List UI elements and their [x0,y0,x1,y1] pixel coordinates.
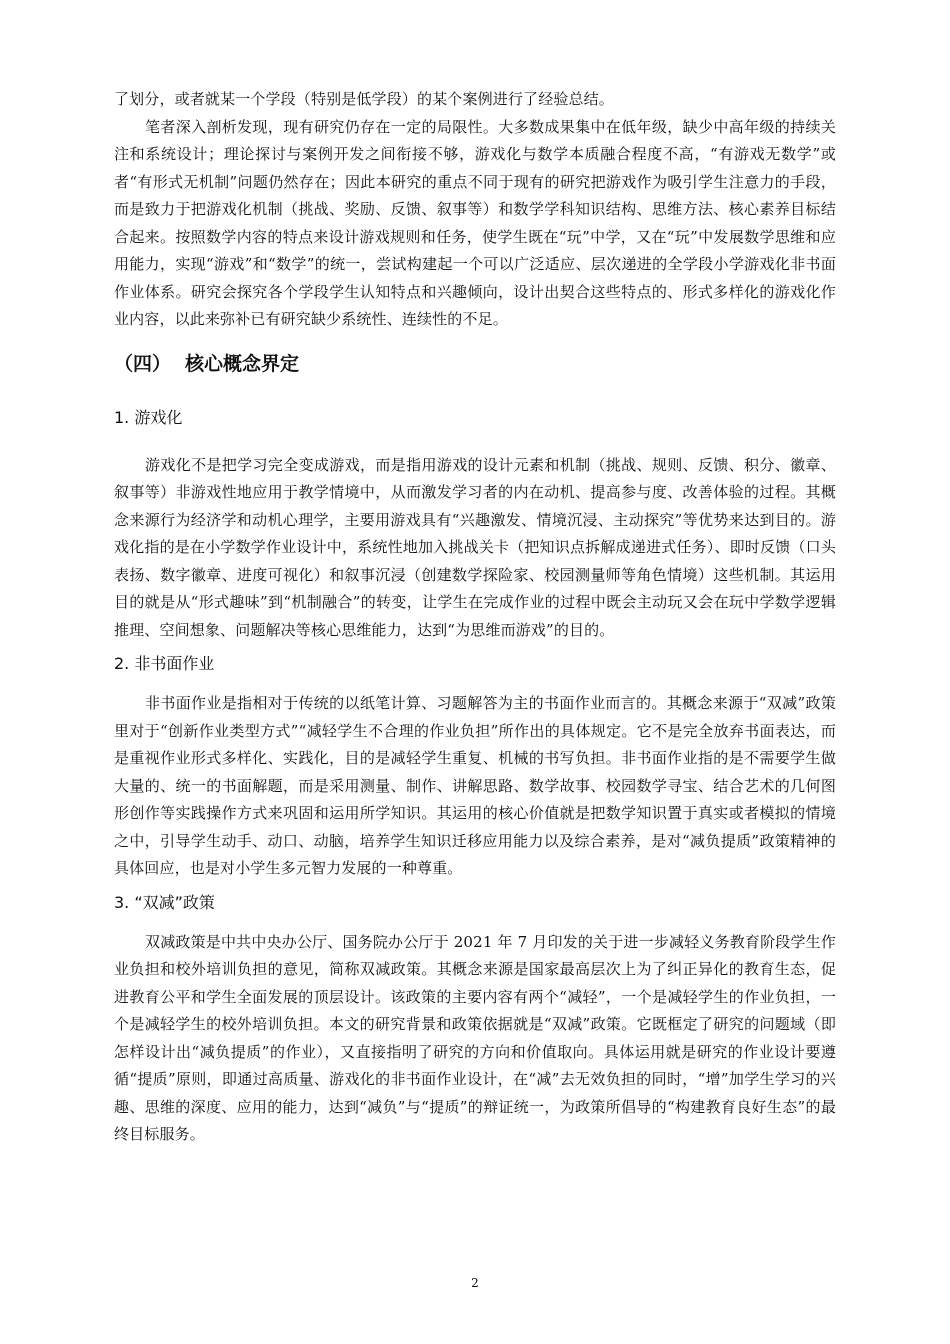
section-heading [114,348,836,380]
section-title: 核心概念界定 [185,352,300,375]
section-number: （四） [114,352,172,375]
page-number: 2 [471,1276,479,1290]
subsection-heading-gamification: 1. 游戏化 [114,407,183,427]
paragraph-double-reduction: 双减政策是中共中央办公厅、国务院办公厅于 2021 年 7 月印发的关于进一步减轻义务教育阶段学生作业负担和校外培训负担的意见，简称双减政策。其概念来源是国家最高层次上为了纠正异化的教育生态，促进教育公平和学生全面发展的顶层设计。该政策的主要内容有两个“减轻”，一个是减轻学生的作业负担，一个是减轻学生的校外培训负担。本文的研究背景和政策依据就是“双减”政策。它既框定了研究的问题域（即怎样设计出“减负提质”的作业），又直接指明了研究的方向和价值取向。具体运用就是研究的作业设计要遵循“提质”原则，即通过高质量、游戏化的非书面作业设计，在“减”去无效负担的同时，“增”加学生学习的兴趣、思维的深度、应用的能力，达到“减负”与“提质”的辩证统一，为政策所倡导的“构建教育良好生态”的最终目标服务。 [114,932,836,1143]
paragraph-non-written-homework: 非书面作业是指相对于传统的以纸笔计算、习题解答为主的书面作业而言的。其概念来源于“双减”政策里对于“创新作业类型方式”“减轻学生不合理的作业负担”所作出的具体规定。它不是完全放弃书面表达，而是重视作业形式多样化、实践化，目的是减轻学生重复、机械的书写负担。非书面作业指的是不需要学生做大量的、统一的书面解题，而是采用测量、制作、讲解思路、数学故事、校园数学寻宝、结合艺术的几何图形创作等实践操作方式来巩固和运用所学知识。其运用的核心价值就是把数学知识置于真实或者模拟的情境之中，引导学生动手、动口、动脑，培养学生知识迁移应用能力以及综合素养，是对“减负提质”政策精神的具体回应，也是对小学生多元智力发展的一种尊重。 [114,694,836,877]
subsection-heading-double-reduction: 3. “双减”政策 [114,892,215,912]
paragraph-gamification: 游戏化不是把学习完全变成游戏，而是指用游戏的设计元素和机制（挑战、规则、反馈、积分、徽章、叙事等）非游戏性地应用于教学情境中，从而激发学习者的内在动机、提高参与度、改善体验的过程。其概念来源行为经济学和动机心理学，主要用游戏具有“兴趣激发、情境沉浸、主动探究”等优势来达到目的。游戏化指的是在小学数学作业设计中，系统性地加入挑战关卡（把知识点拆解成递进式任务）、即时反馈（口头表扬、数字徽章、进度可视化）和叙事沉浸（创建数学探险家、校园测量师等角色情境）这些机制。其运用目的就是从“形式趣味”到“机制融合”的转变，让学生在完成作业的过程中既会主动玩又会在玩中学数学逻辑推理、空间想象、问题解决等核心思维能力，达到“为思维而游戏”的目的。 [114,455,836,639]
subsection-heading-non-written-homework: 2. 非书面作业 [114,654,215,673]
paragraph-continuation: 了划分，或者就某一个学段（特别是低学段）的某个案例进行了经验总结。 [114,90,614,108]
document-page [114,86,836,1149]
paragraph-research-limitations: 笔者深入剖析发现，现有研究仍存在一定的局限性。大多数成果集中在低年级，缺少中高年级的持续关注和系统设计；理论探讨与案例开发之间衔接不够，游戏化与数学本质融合程度不高，“有游戏无数学”或者“有形式无机制”问题仍然存在；因此本研究的重点不同于现有的研究把游戏作为吸引学生注意力的手段，而是致力于把游戏化机制（挑战、奖励、反馈、叙事等）和数学学科知识结构、思维方法、核心素养目标结合起来。按照数学内容的特点来设计游戏规则和任务，使学生既在“玩”中学，又在“玩”中发展数学思维和应用能力，实现“游戏”和“数学”的统一，尝试构建起一个可以广泛适应、层次递进的全学段小学游戏化非书面作业体系。研究会探究各个学段学生认知特点和兴趣倾向，设计出契合这些特点的、形式多样化的游戏化作业内容，以此来弥补已有研究缺少系统性、连续性的不足。 [114,117,836,328]
